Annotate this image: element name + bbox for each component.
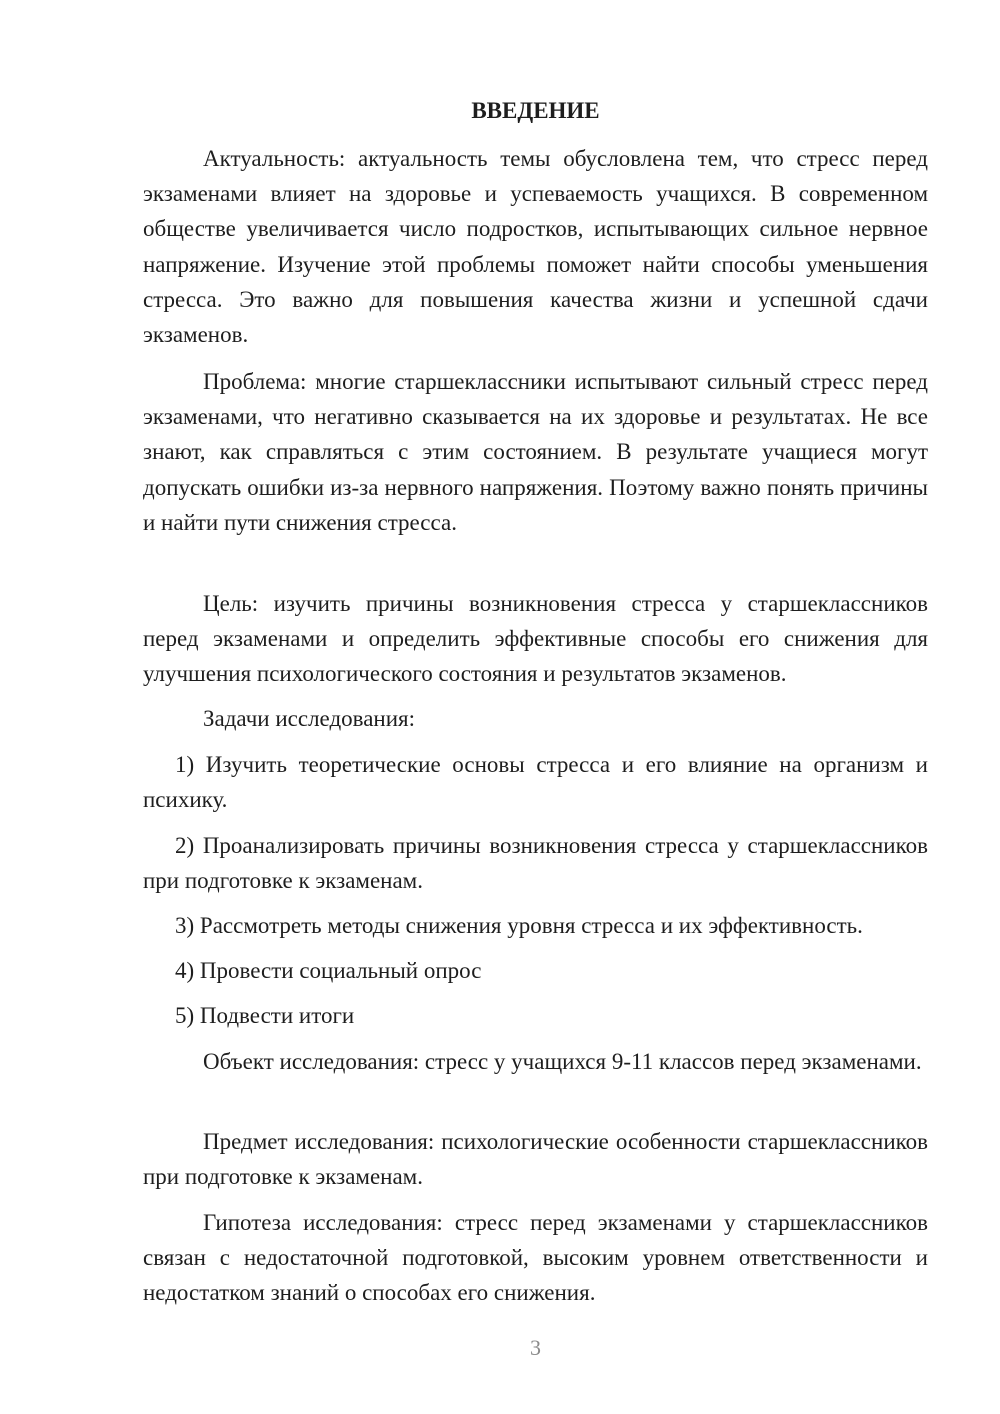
paragraph-relevance: Актуальность: актуальность темы обусловлена тем, что стресс перед экзаменами влияет на здоровье и успеваемость учащихся. В современном обществе увеличивается число подростков, испытывающих сильное нервное напряжение. Изучение этой проблемы поможет найти способы уменьшения стресса. Это важно для повышения качества жизни и успешной сдачи экзаменов. — [143, 146, 928, 348]
page-number: 3 — [530, 1335, 541, 1360]
task-item-2: 2) Проанализировать причины возникновения стресса у старшеклассников при подготовке к экзаменам. — [143, 833, 928, 894]
section-heading: ВВЕДЕНИЕ — [471, 98, 600, 123]
paragraph-subject: Предмет исследования: психологические особенности старшеклассников при подготовке к экзаменам. — [143, 1129, 928, 1190]
task-item-1: 1) Изучить теоретические основы стресса и его влияние на организм и психику. — [143, 752, 928, 813]
task-item-5: 5) Подвести итоги — [175, 1003, 355, 1028]
paragraph-object: Объект исследования: стресс у учащихся 9-11 классов перед экзаменами. — [203, 1049, 922, 1074]
paragraph-goal: Цель: изучить причины возникновения стресса у старшеклассников перед экзаменами и определить эффективные способы его снижения для улучшения психологического состояния и результатов экзаменов. — [143, 591, 928, 687]
task-item-4: 4) Провести социальный опрос — [175, 958, 482, 983]
paragraph-hypothesis: Гипотеза исследования: стресс перед экзаменами у старшеклассников связан с недостаточной подготовкой, высоким уровнем ответственности и недостатком знаний о способах его снижения. — [143, 1210, 928, 1306]
task-item-3: 3) Рассмотреть методы снижения уровня стресса и их эффективность. — [175, 913, 863, 938]
paragraph-problem: Проблема: многие старшеклассники испытывают сильный стресс перед экзаменами, что негативно сказывается на их здоровье и результатах. Не все знают, как справляться с этим состоянием. В результате учащиеся могут допускать ошибки из-за нервного напряжения. Поэтому важно понять причины и найти пути снижения стресса. — [143, 369, 928, 535]
paragraph-tasks-heading: Задачи исследования: — [203, 706, 416, 731]
